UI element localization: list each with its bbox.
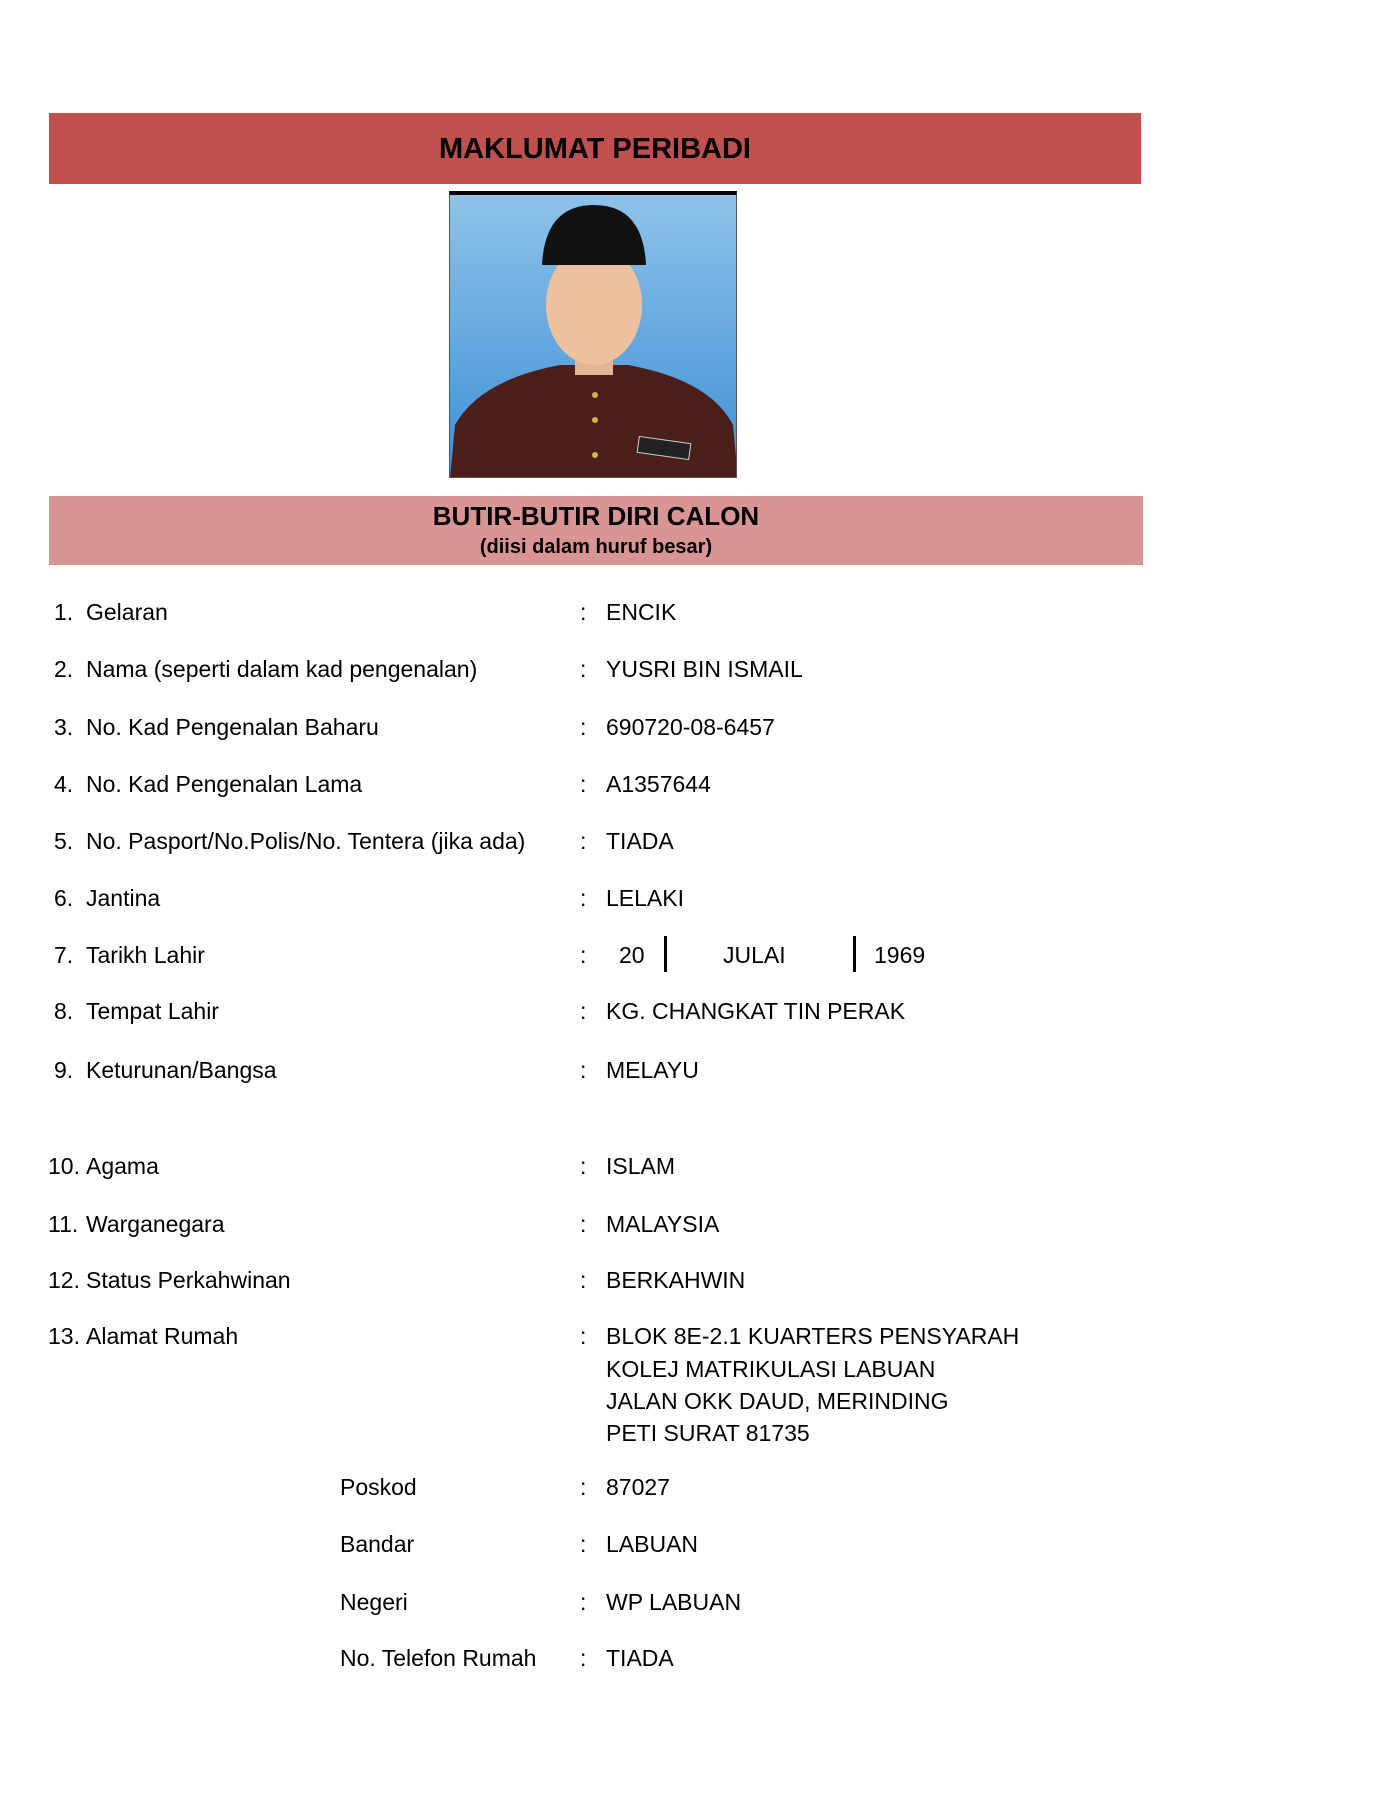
field-label: Alamat Rumah xyxy=(86,1323,239,1349)
field-label: Tarikh Lahir xyxy=(86,942,205,968)
section-bar xyxy=(49,496,1143,565)
separator: : xyxy=(580,1211,587,1237)
address-line: KOLEJ MATRIKULASI LABUAN xyxy=(606,1356,936,1382)
address-row xyxy=(0,1418,1391,1448)
field-row-alamat xyxy=(0,1321,1391,1351)
field-value: A1357644 xyxy=(606,771,711,797)
field-label: Poskod xyxy=(340,1474,417,1500)
field-row-nama xyxy=(0,654,1391,684)
separator: : xyxy=(580,1589,587,1615)
separator: : xyxy=(580,1645,587,1671)
separator: : xyxy=(580,771,587,797)
field-value: LABUAN xyxy=(606,1531,699,1557)
field-label: Bandar xyxy=(340,1531,415,1557)
field-row-poskod xyxy=(0,1472,1391,1502)
field-label: No. Pasport/No.Polis/No. Tentera (jika ada) xyxy=(86,828,526,854)
field-value: TIADA xyxy=(606,1645,674,1671)
field-label: Negeri xyxy=(340,1589,408,1615)
header-bar xyxy=(49,113,1141,184)
field-label: No. Telefon Rumah xyxy=(340,1645,537,1671)
section-title: BUTIR-BUTIR DIRI CALON xyxy=(432,501,760,531)
page-title: MAKLUMAT PERIBADI xyxy=(439,133,751,165)
field-number: 9. xyxy=(54,1057,74,1083)
field-row-ic-baharu xyxy=(0,712,1391,742)
separator: : xyxy=(580,1153,587,1179)
field-number: 11. xyxy=(48,1211,79,1237)
candidate-photo xyxy=(449,191,737,478)
address-line: PETI SURAT 81735 xyxy=(606,1420,810,1446)
separator: : xyxy=(580,1267,587,1293)
birth-month: JULAI xyxy=(723,942,786,968)
separator: : xyxy=(580,656,587,682)
separator: : xyxy=(580,1323,587,1349)
separator: : xyxy=(580,714,587,740)
field-value: YUSRI BIN ISMAIL xyxy=(606,656,803,682)
field-row-tempat-lahir xyxy=(0,996,1391,1026)
separator: : xyxy=(580,1474,587,1500)
field-value: MALAYSIA xyxy=(606,1211,720,1237)
field-value: BERKAHWIN xyxy=(606,1267,746,1293)
field-value: ENCIK xyxy=(606,599,677,625)
birth-day: 20 xyxy=(619,942,645,968)
field-value: 87027 xyxy=(606,1474,670,1500)
field-label: Status Perkahwinan xyxy=(86,1267,291,1293)
date-divider xyxy=(853,936,856,972)
field-number: 10. xyxy=(48,1153,80,1179)
field-value: KG. CHANGKAT TIN PERAK xyxy=(606,998,906,1024)
address-line: JALAN OKK DAUD, MERINDING xyxy=(606,1388,949,1414)
field-label: Warganegara xyxy=(86,1211,225,1237)
section-subtitle: (diisi dalam huruf besar) xyxy=(479,536,713,558)
field-value: TIADA xyxy=(606,828,674,854)
field-number: 8. xyxy=(54,998,74,1024)
field-number: 7. xyxy=(54,942,74,968)
field-value: MELAYU xyxy=(606,1057,699,1083)
field-label: Jantina xyxy=(86,885,161,911)
field-number: 4. xyxy=(54,771,74,797)
date-divider xyxy=(664,936,667,972)
birth-year: 1969 xyxy=(874,942,926,968)
field-number: 13. xyxy=(48,1323,80,1349)
field-row-jantina xyxy=(0,883,1391,913)
address-row xyxy=(0,1354,1391,1384)
separator: : xyxy=(580,1057,587,1083)
field-value: 690720-08-6457 xyxy=(606,714,775,740)
separator: : xyxy=(580,942,587,968)
field-label: Nama (seperti dalam kad pengenalan) xyxy=(86,656,478,682)
field-label: Keturunan/Bangsa xyxy=(86,1057,277,1083)
field-row-telefon xyxy=(0,1643,1391,1673)
field-row-ic-lama xyxy=(0,769,1391,799)
field-value: WP LABUAN xyxy=(606,1589,742,1615)
field-row-warganegara xyxy=(0,1209,1391,1239)
address-line: BLOK 8E-2.1 KUARTERS PENSYARAH xyxy=(606,1323,1020,1349)
field-row-bangsa xyxy=(0,1055,1391,1085)
field-label: No. Kad Pengenalan Lama xyxy=(86,771,363,797)
separator: : xyxy=(580,998,587,1024)
field-row-negeri xyxy=(0,1587,1391,1617)
field-row-status xyxy=(0,1265,1391,1295)
separator: : xyxy=(580,599,587,625)
field-row-gelaran xyxy=(0,597,1391,627)
field-number: 1. xyxy=(54,599,74,625)
separator: : xyxy=(580,1531,587,1557)
field-label: No. Kad Pengenalan Baharu xyxy=(86,714,379,740)
separator: : xyxy=(580,828,587,854)
field-label: Agama xyxy=(86,1153,159,1179)
address-row xyxy=(0,1386,1391,1416)
field-label: Tempat Lahir xyxy=(86,998,219,1024)
field-number: 5. xyxy=(54,828,74,854)
field-label: Gelaran xyxy=(86,599,168,625)
field-number: 2. xyxy=(54,656,74,682)
field-number: 3. xyxy=(54,714,74,740)
field-row-tarikh-lahir xyxy=(0,940,1391,970)
field-number: 12. xyxy=(48,1267,80,1293)
field-row-bandar xyxy=(0,1529,1391,1559)
separator: : xyxy=(580,885,587,911)
field-row-agama xyxy=(0,1151,1391,1181)
field-row-pasport xyxy=(0,826,1391,856)
field-value: LELAKI xyxy=(606,885,684,911)
field-value: ISLAM xyxy=(606,1153,676,1179)
field-number: 6. xyxy=(54,885,74,911)
